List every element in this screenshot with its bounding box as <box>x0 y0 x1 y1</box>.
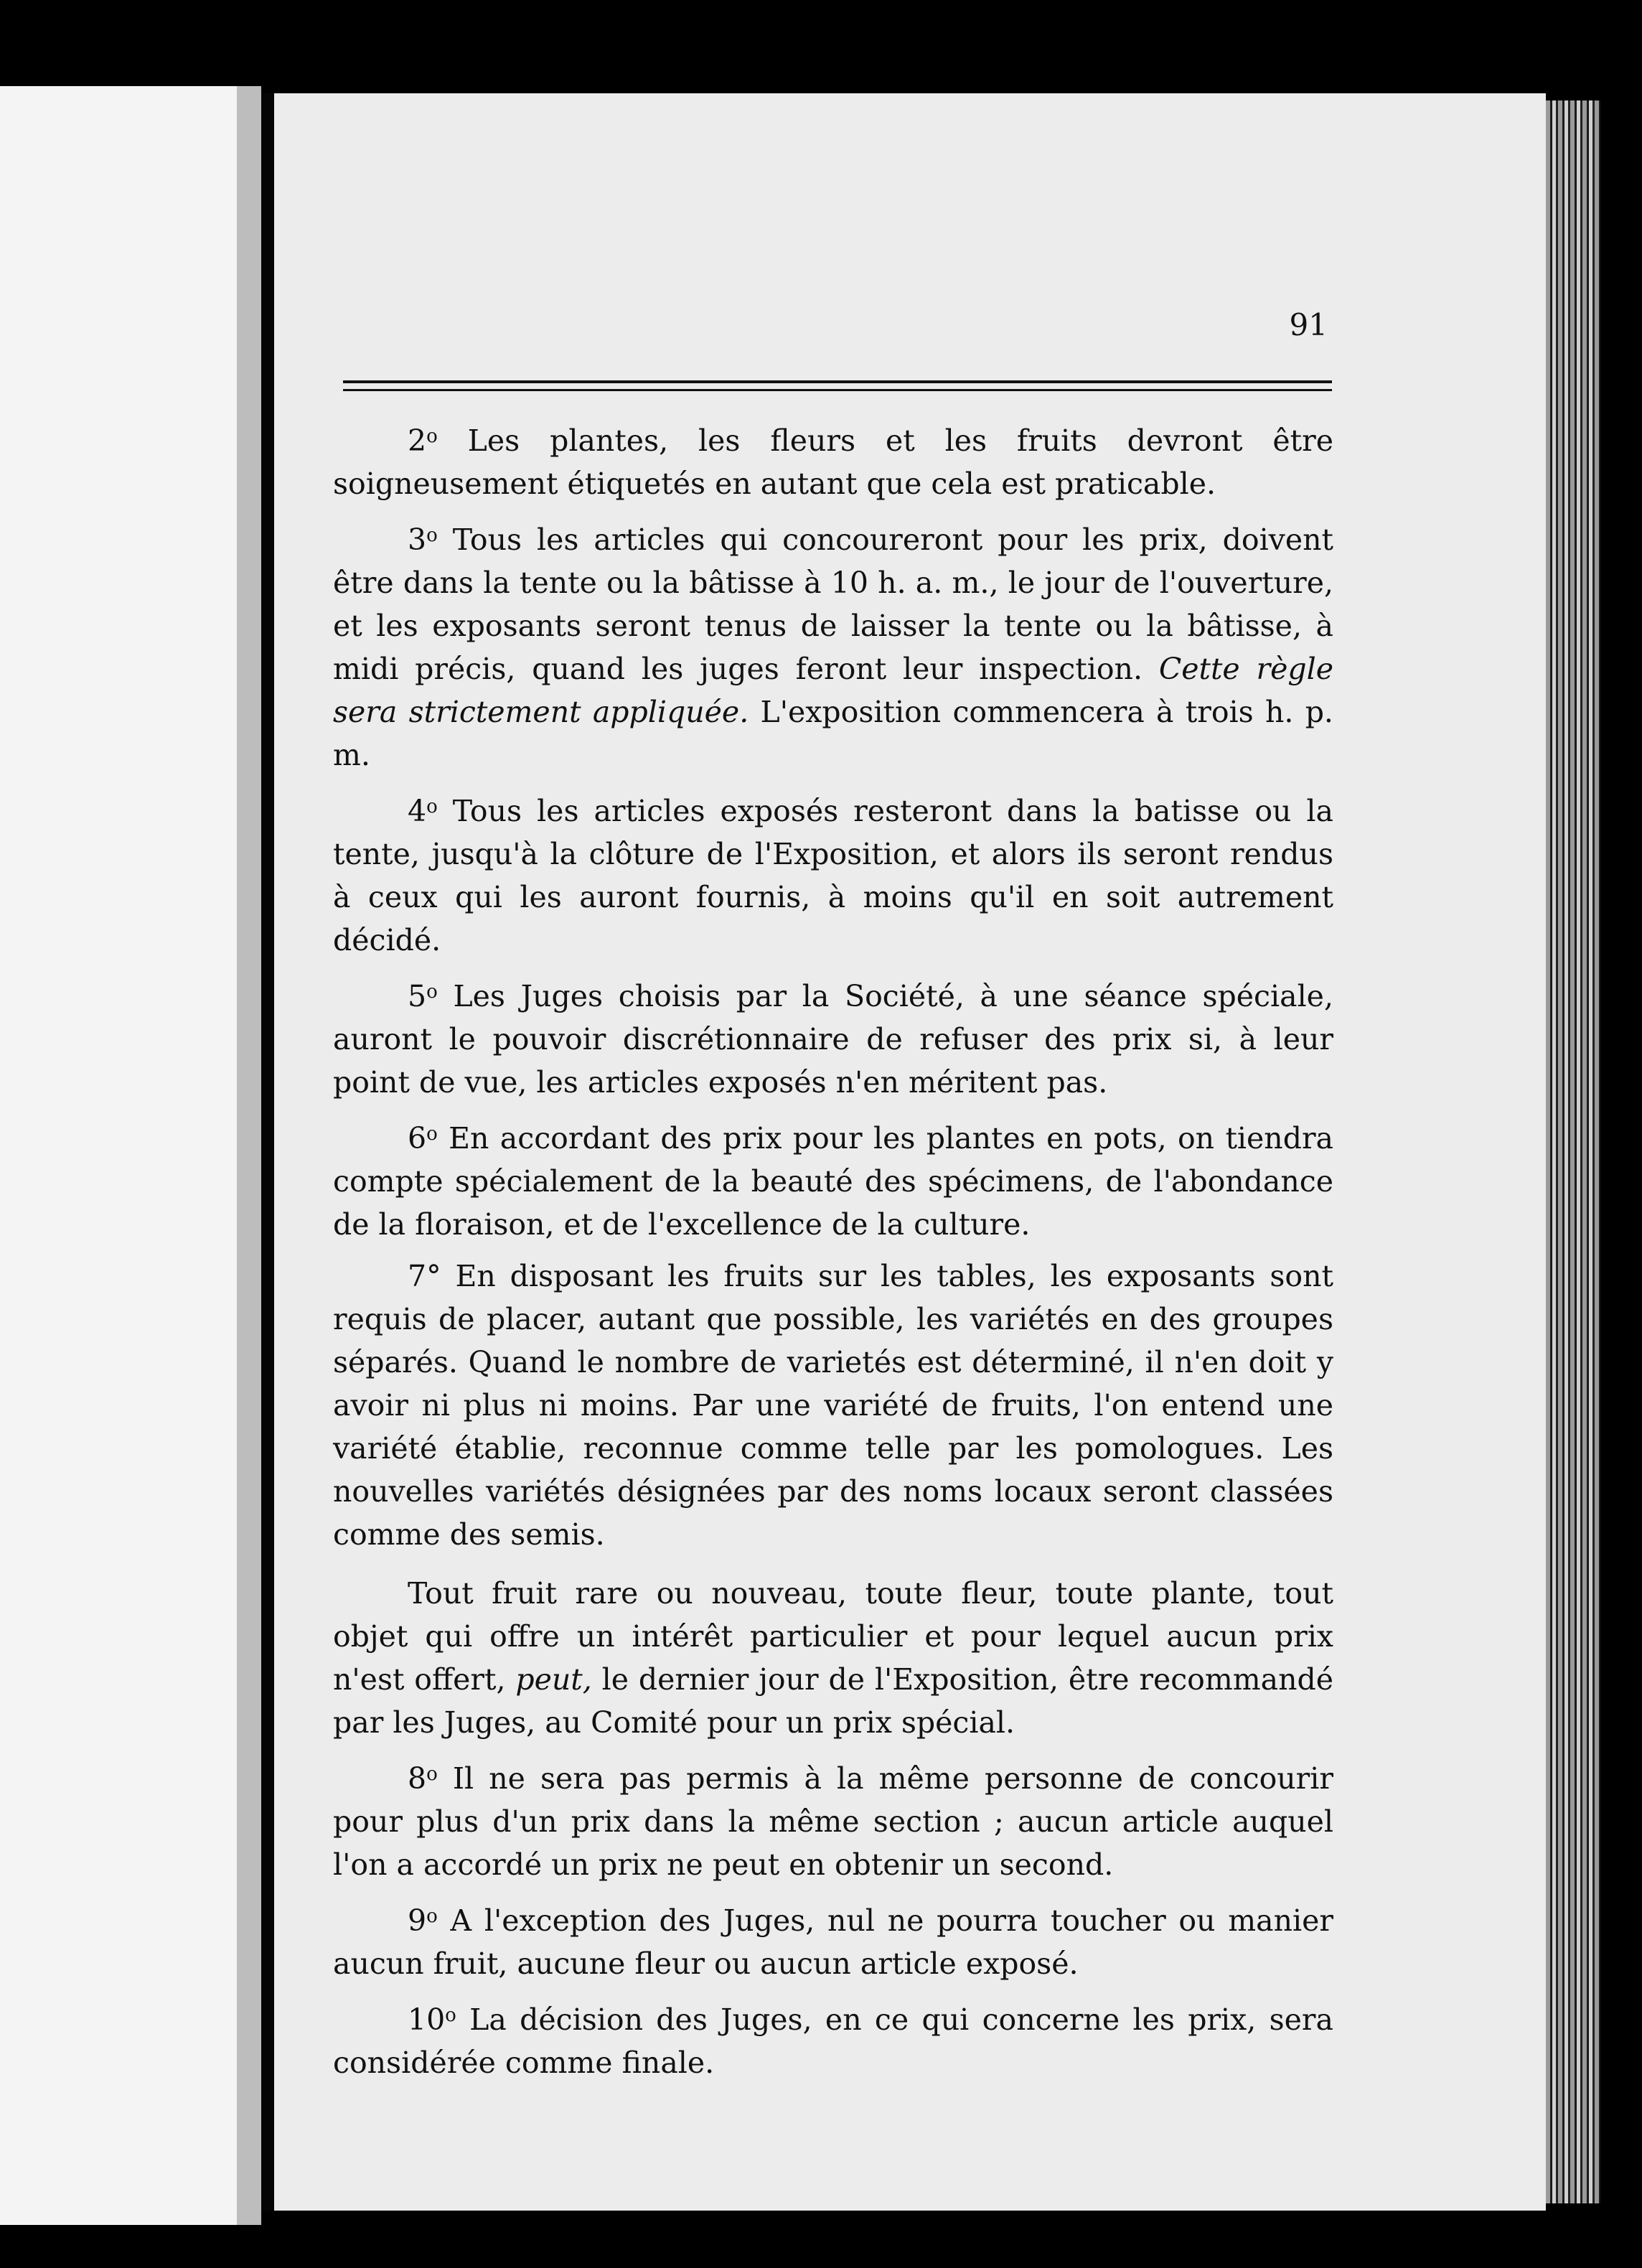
rule-text: En accordant des prix pour les plantes en pots, on tiendra compte spécialement de la beauté des spécimens, de l'abondance de la floraison, et de l'excellence de la culture. <box>333 1121 1333 1242</box>
rule-5 <box>333 970 1333 1104</box>
rule-text: A l'exception des Juges, nul ne pourra toucher ou manier aucun fruit, aucune fleur ou aucun article exposé. <box>333 1903 1333 1981</box>
left-page <box>0 86 237 2225</box>
rule-text: Il ne sera pas permis à la même personne de concourir pour plus d'un prix dans la même section ; aucun article auquel l'on a accordé un prix ne peut en obtenir un second. <box>333 1761 1333 1882</box>
rule-number: 6 <box>408 1121 427 1156</box>
rule-10 <box>333 1994 1333 2084</box>
rule-text: Tout fruit rare ou nouveau, toute fleur, toute plante, tout objet qui offre un intérêt particulier et pour lequel aucun prix n'est offert, <box>333 1576 1333 1697</box>
ordinal-mark: o <box>426 1123 438 1145</box>
page-body <box>333 415 1333 2093</box>
rule-2 <box>333 415 1333 505</box>
rule-number: 4 <box>408 794 427 828</box>
rule-emphasis: peut, <box>515 1662 592 1697</box>
rule-number: 5 <box>408 979 427 1013</box>
rule-text: Les Juges choisis par la Société, à une séance spéciale, auront le pouvoir discrétionnaire de refuser des prix si, à leur point de vue, les articles exposés n'en méritent pas. <box>333 979 1333 1100</box>
rule-text: Tous les articles exposés resteront dans la batisse ou la tente, jusqu'à la clôture de l'Exposition, et alors ils seront rendus à ceux qui les auront fournis, à moins qu'il en soit autrement décidé. <box>333 794 1333 957</box>
rule-text-continued: le dernier jour de l'Exposition, être recommandé par les Juges, au Comité pour un prix spécial. <box>333 1662 1333 1740</box>
rule-number: 7 <box>408 1259 427 1293</box>
rule-text: La décision des Juges, en ce qui concerne les prix, sera considérée comme finale. <box>333 2002 1333 2080</box>
ordinal-mark: o <box>426 525 438 546</box>
rule-3 <box>333 514 1333 777</box>
page-number: 91 <box>1289 307 1328 342</box>
degree-mark: ° <box>426 1259 441 1293</box>
rule-7 <box>333 1255 1333 1556</box>
ordinal-mark: o <box>426 1763 438 1785</box>
rule-emphasis: Cette règle sera strictement appliquée. <box>333 652 1333 729</box>
ordinal-mark: o <box>426 796 438 817</box>
rule-text: Tous les articles qui concoureront pour les prix, doivent être dans la tente ou la bâtisse à 10 h. a. m., le jour de l'ouverture, et les exposants seront tenus de laisser la tente ou la bâtisse, à midi précis, quand les juges feront leur inspection. <box>333 523 1333 686</box>
rule-9 <box>333 1895 1333 1985</box>
rule-number: 9 <box>408 1903 427 1938</box>
rule-text: En disposant les fruits sur les tables, les exposants sont requis de placer, autant que possible, les variétés en des groupes séparés. Quand le nombre de varietés est déterminé, il n'en doit y avoir ni plus ni moins. Par une variété de fruits, l'on entend une variété établie, reconnue comme telle par les pomologues. Les nouvelles variétés désignées par des noms locaux seront classées comme des semis. <box>333 1259 1333 1552</box>
rule-6 <box>333 1112 1333 1246</box>
header-rule <box>343 380 1332 391</box>
rule-number: 3 <box>408 523 427 557</box>
rule-number: 8 <box>408 1761 427 1796</box>
book-gutter <box>261 93 274 2211</box>
rule-4 <box>333 785 1333 962</box>
rule-8 <box>333 1753 1333 1886</box>
left-page-edge <box>237 86 261 2225</box>
page-edges <box>1546 100 1600 2203</box>
rule-text: Les plantes, les fleurs et les fruits devront être soigneusement étiquetés en autant que cela est praticable. <box>333 423 1333 501</box>
rule-text-continued: L'exposition commencera à trois h. p. m. <box>333 695 1333 772</box>
special-prize-paragraph <box>333 1572 1333 1744</box>
rule-number: 2 <box>408 423 427 458</box>
ordinal-mark: o <box>426 426 438 447</box>
ordinal-mark: o <box>426 1906 438 1927</box>
ordinal-mark: o <box>426 981 438 1003</box>
ordinal-mark: o <box>445 2005 456 2026</box>
rule-number: 10 <box>408 2002 446 2037</box>
